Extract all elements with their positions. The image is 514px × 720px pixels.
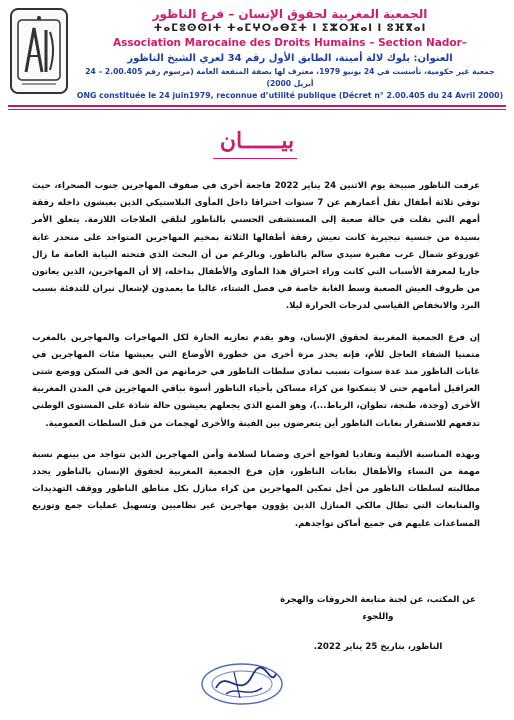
header-divider-thin	[8, 109, 506, 110]
paragraph-3: وبهذه المناسبة الأليمة وتفاديا لفواجع أخرى وضمانا لسلامة وأمن المهاجرين الذين تتواجد من بينهم نسبة مهمة من النساء والأطفال بغابات الناظور، فإن فرع الجمعية المغربية لحقوق الإنسان بالناظور يجدد مطالبته لسلطات الناظور من أجل تمكين المهاجرين من كراء منازل بكل مناطق الناظور ووقف التهديدات والمتابعات التي تطال مالكي المنازل الذين يؤوون مهاجرين غير نظاميين وتسهيل عمليات جمع وتوزيع المساعدات عليهم في جميع أماكن تواجدهم.	[32, 449, 480, 529]
document-title: بيــــــان	[219, 128, 295, 154]
org-name-french: Association Marocaine des Droits Humains – Section Nador–	[112, 37, 468, 49]
stamp-seal-icon	[196, 658, 288, 712]
org-legal-arabic: جمعية غير حكومية، تأسست في 24 يونيو 1979، معترف لها بصفة المنفعة العامة (مرسوم رقم 2.00.405 – 24 أبريل 2000)	[85, 67, 495, 88]
logo-emblem-icon	[12, 10, 66, 92]
signature-committee: عن المكتب، عن لجنة متابعة الخروقات والهجرة واللجوء	[280, 595, 476, 622]
org-legal-french: ONG constituée le 24 juin1979, reconnue d’utilité publique (Décret n° 2.00.405 du 24 Avril 2000)	[76, 91, 504, 100]
official-stamp	[196, 658, 288, 712]
paragraph-2: إن فرع الجمعية المغربية لحقوق الإنسان، وهو يقدم تعازيه الحارة لكل المهاجرات والمهاجرين بالمغرب متمنيا الشفاء العاجل للأم، فإنه يحذر مرة أخرى من خطورة الأوضاع التي يعيشها مئات المهاجرين في غابات الناظور منذ عدة سنوات بسبب تمادي سلطات الناظور في حرمانهم من الحق في السكن ووضع شتى العراقيل أمامهم حتى لا يتمكنوا من كراء مساكن بأحياء الناظور أسوة بباقي المهاجرين في المدن المغربية الأخرى (وجدة، طنجة، تطوان، الرباط...)، وهو المنع الذي يجعلهم يعيشون حالة شاذة على المستوى الوطني تدفعهم للاستقرار بغابات الناظور أين يتعرضون بين الفينة والأخرى لهجمات من قبل السلطات العمومية.	[32, 332, 480, 429]
title-underline	[213, 158, 297, 159]
amdh-logo	[10, 8, 68, 94]
signature-date: الناظور، بتاريخ 25 يناير 2022.	[313, 642, 443, 652]
org-name-tamazight: ⵜⴰⵎⵓⵙⵙⵏⵜ ⵜⴰⵎⵖⵔⴰⴱⵉⵜ ⵏ ⵉⵣⵔⴼⴰⵏ ⵏ ⵓⴼⴳⴰⵏ	[153, 23, 427, 34]
statement-body	[32, 178, 480, 547]
org-address: العنوان: بلوك لالة أمينة، الطابق الأول رقم 34 لعري الشيخ الناظور	[127, 53, 453, 64]
paragraph-1: عرفت الناظور صبيحة يوم الاثنين 24 يناير 2022 فاجعة أخرى في صفوف المهاجرين جنوب الصحراء، حيث توفي ثلاثة أطفال تقل أعمارهم عن 7 سنوات احتراقا داخل المأوى البلاستيكي الذين يعيشون داخله رفقة أمهم التي نقلت في حالة صعبة إلى المستشفى الحسني بالناظور لتلقي العلاجات اللازمة. يتعلق الأمر بسيدة من جنسية نيجيرية كانت تعيش رفقة أطفالها الثلاثة بمخيم المهاجرين المتواجد على منحدر غابة غوروغو شمال غرب مقبرة سيدي سالم بالناظور. وبالرغم من أن البحث الذي فتحته النيابة العامة ما زال جاريا لمعرفة الأسباب التي كانت وراء احتراق هذا المأوى والأطفال بداخله، إلا أن المهاجرين، الذين يعانون من ظروف العيش الصعبة وسط الغابة خاصة في فصل الشتاء، غالبا ما يعمدون لإشعال نيران للتدفئة بسبب البرد والانخفاض القياسي لدرجات الحرارة ليلا.	[32, 181, 480, 312]
org-name-arabic: الجمعية المغربية لحقوق الإنسان – فرع الناظور	[152, 7, 428, 21]
header-divider	[8, 105, 506, 107]
letterhead	[76, 6, 504, 102]
signature-block	[278, 592, 478, 669]
